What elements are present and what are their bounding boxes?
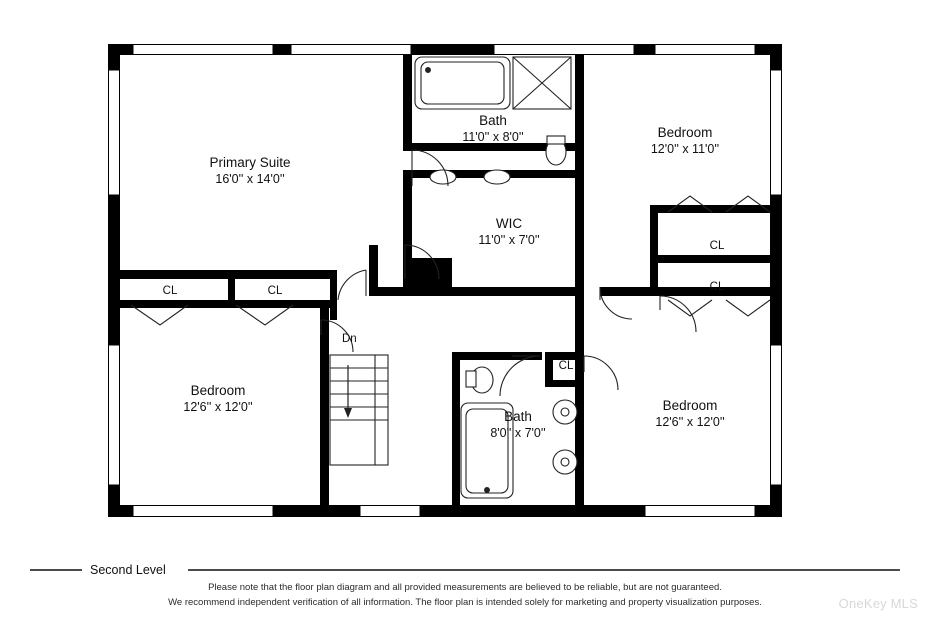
room-name: Bath — [479, 113, 507, 128]
disclaimer — [0, 581, 930, 610]
room-name: WIC — [495, 216, 523, 231]
closet-label-2: CL — [267, 285, 283, 297]
room-dimensions: 12'0'' x 11'0'' — [650, 141, 720, 156]
room-name: Bath — [504, 409, 532, 424]
room-dimensions: 12'6'' x 12'0'' — [655, 414, 725, 429]
room-name: Bedroom — [657, 125, 713, 140]
room-dimensions: 11'0'' x 8'0'' — [462, 129, 524, 144]
room-label-bedroom-top-right — [600, 125, 770, 158]
room-dimensions: 12'6'' x 12'0'' — [183, 399, 253, 414]
room-dimensions: 8'0'' x 7'0'' — [490, 425, 546, 440]
room-name: Bedroom — [662, 398, 718, 413]
room-label-primary-suite — [160, 155, 340, 188]
level-label: Second Level — [90, 563, 166, 577]
room-label-bedroom-bottom-right — [605, 398, 775, 431]
closet-label-4: CL — [709, 281, 725, 293]
room-dimensions: 11'0'' x 7'0'' — [478, 232, 540, 247]
room-dimensions: 16'0'' x 14'0'' — [215, 171, 285, 186]
closet-label-3: CL — [709, 240, 725, 252]
room-label-wic — [424, 216, 594, 249]
closet-label-5: CL — [558, 360, 574, 372]
disclaimer-line-2: We recommend independent verification of all information. The floor plan is intended solely for marketing and property visualization purposes. — [168, 596, 762, 608]
stairs-direction-label: Dn — [342, 333, 357, 345]
room-label-bedroom-bottom-left — [133, 383, 303, 416]
room-name: Primary Suite — [209, 155, 291, 170]
room-name: Bedroom — [190, 383, 246, 398]
disclaimer-line-1: Please note that the floor plan diagram and all provided measurements are believed to be reliable, but are not guaranteed. — [208, 582, 722, 593]
watermark-onekey-mls: OneKey MLS — [838, 596, 918, 611]
room-label-bath-upper — [408, 113, 578, 146]
room-label-bath-lower — [458, 409, 578, 442]
closet-label-1: CL — [162, 285, 178, 297]
